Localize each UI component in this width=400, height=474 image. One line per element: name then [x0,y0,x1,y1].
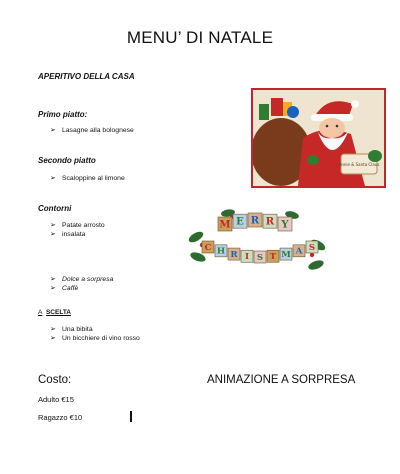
list-item [50,221,105,229]
text-cursor [130,411,132,422]
arrow-bullet-icon: ➢ [50,222,56,229]
animazione-text: ANIMAZIONE A SORPRESA [207,374,356,386]
letter-block-text: C [204,242,212,253]
menu-item-text: Caffè [62,285,79,292]
letter-block-text: R [265,216,275,228]
menu-item-text: Una bibita [62,326,93,333]
secondo-heading: Secondo piatto [38,156,96,165]
list-item [50,284,78,292]
letter-block-text: H [216,246,226,257]
menu-item-text: Un bicchiere di vino rosso [62,335,140,342]
arrow-bullet-icon: ➢ [50,326,56,333]
letter-block-text: T [269,252,277,263]
arrow-bullet-icon: ➢ [50,175,56,182]
letter-block-text: M [281,249,291,260]
letter-block-text: I [244,252,250,263]
arrow-bullet-icon: ➢ [50,127,56,134]
list-item [50,275,113,283]
list-item [50,230,85,238]
list-item [50,325,93,333]
menu-item-text: Patate arrosto [62,222,105,229]
list-item [50,334,140,342]
price-adulto: Adulto €15 [38,395,74,404]
menu-item-text: Lasagne alla bolognese [62,127,134,134]
arrow-bullet-icon: ➢ [50,335,56,342]
page-title: MENU’ DI NATALE [126,28,274,47]
costo-label: Costo: [38,374,72,386]
list-item [50,174,125,182]
santa-claus-image [251,88,386,188]
aperitivo-heading: APERITIVO DELLA CASA [38,72,135,81]
arrow-bullet-icon: ➢ [50,231,56,238]
scelta-prefix: A [38,309,43,316]
letter-block-text: A [295,246,303,257]
menu-item-text: Dolce a sorpresa [62,276,114,283]
scelta-label: SCELTA [45,309,72,316]
arrow-bullet-icon: ➢ [50,285,56,292]
merry-christmas-blocks-image [188,205,328,281]
letter-block-text: R [230,249,238,260]
arrow-bullet-icon: ➢ [50,276,56,283]
menu-item-text: insalata [62,231,86,238]
letter-block-text: S [256,252,264,263]
scelta-heading [38,309,71,316]
menu-item-text: Scaloppine al limone [62,175,125,182]
letter-block-text: Y [281,219,289,231]
letter-block-text: M [219,219,231,231]
scroll-text: Annie & Santa Claus [338,162,380,167]
list-item [50,126,134,134]
contorni-heading: Contorni [38,204,72,213]
letter-block-text: E [236,216,244,228]
letter-block-text: R [250,215,260,227]
letter-block-text: S [308,242,316,253]
primo-heading: Primo piatto: [38,110,88,119]
price-ragazzo: Ragazzo €10 [38,413,83,422]
